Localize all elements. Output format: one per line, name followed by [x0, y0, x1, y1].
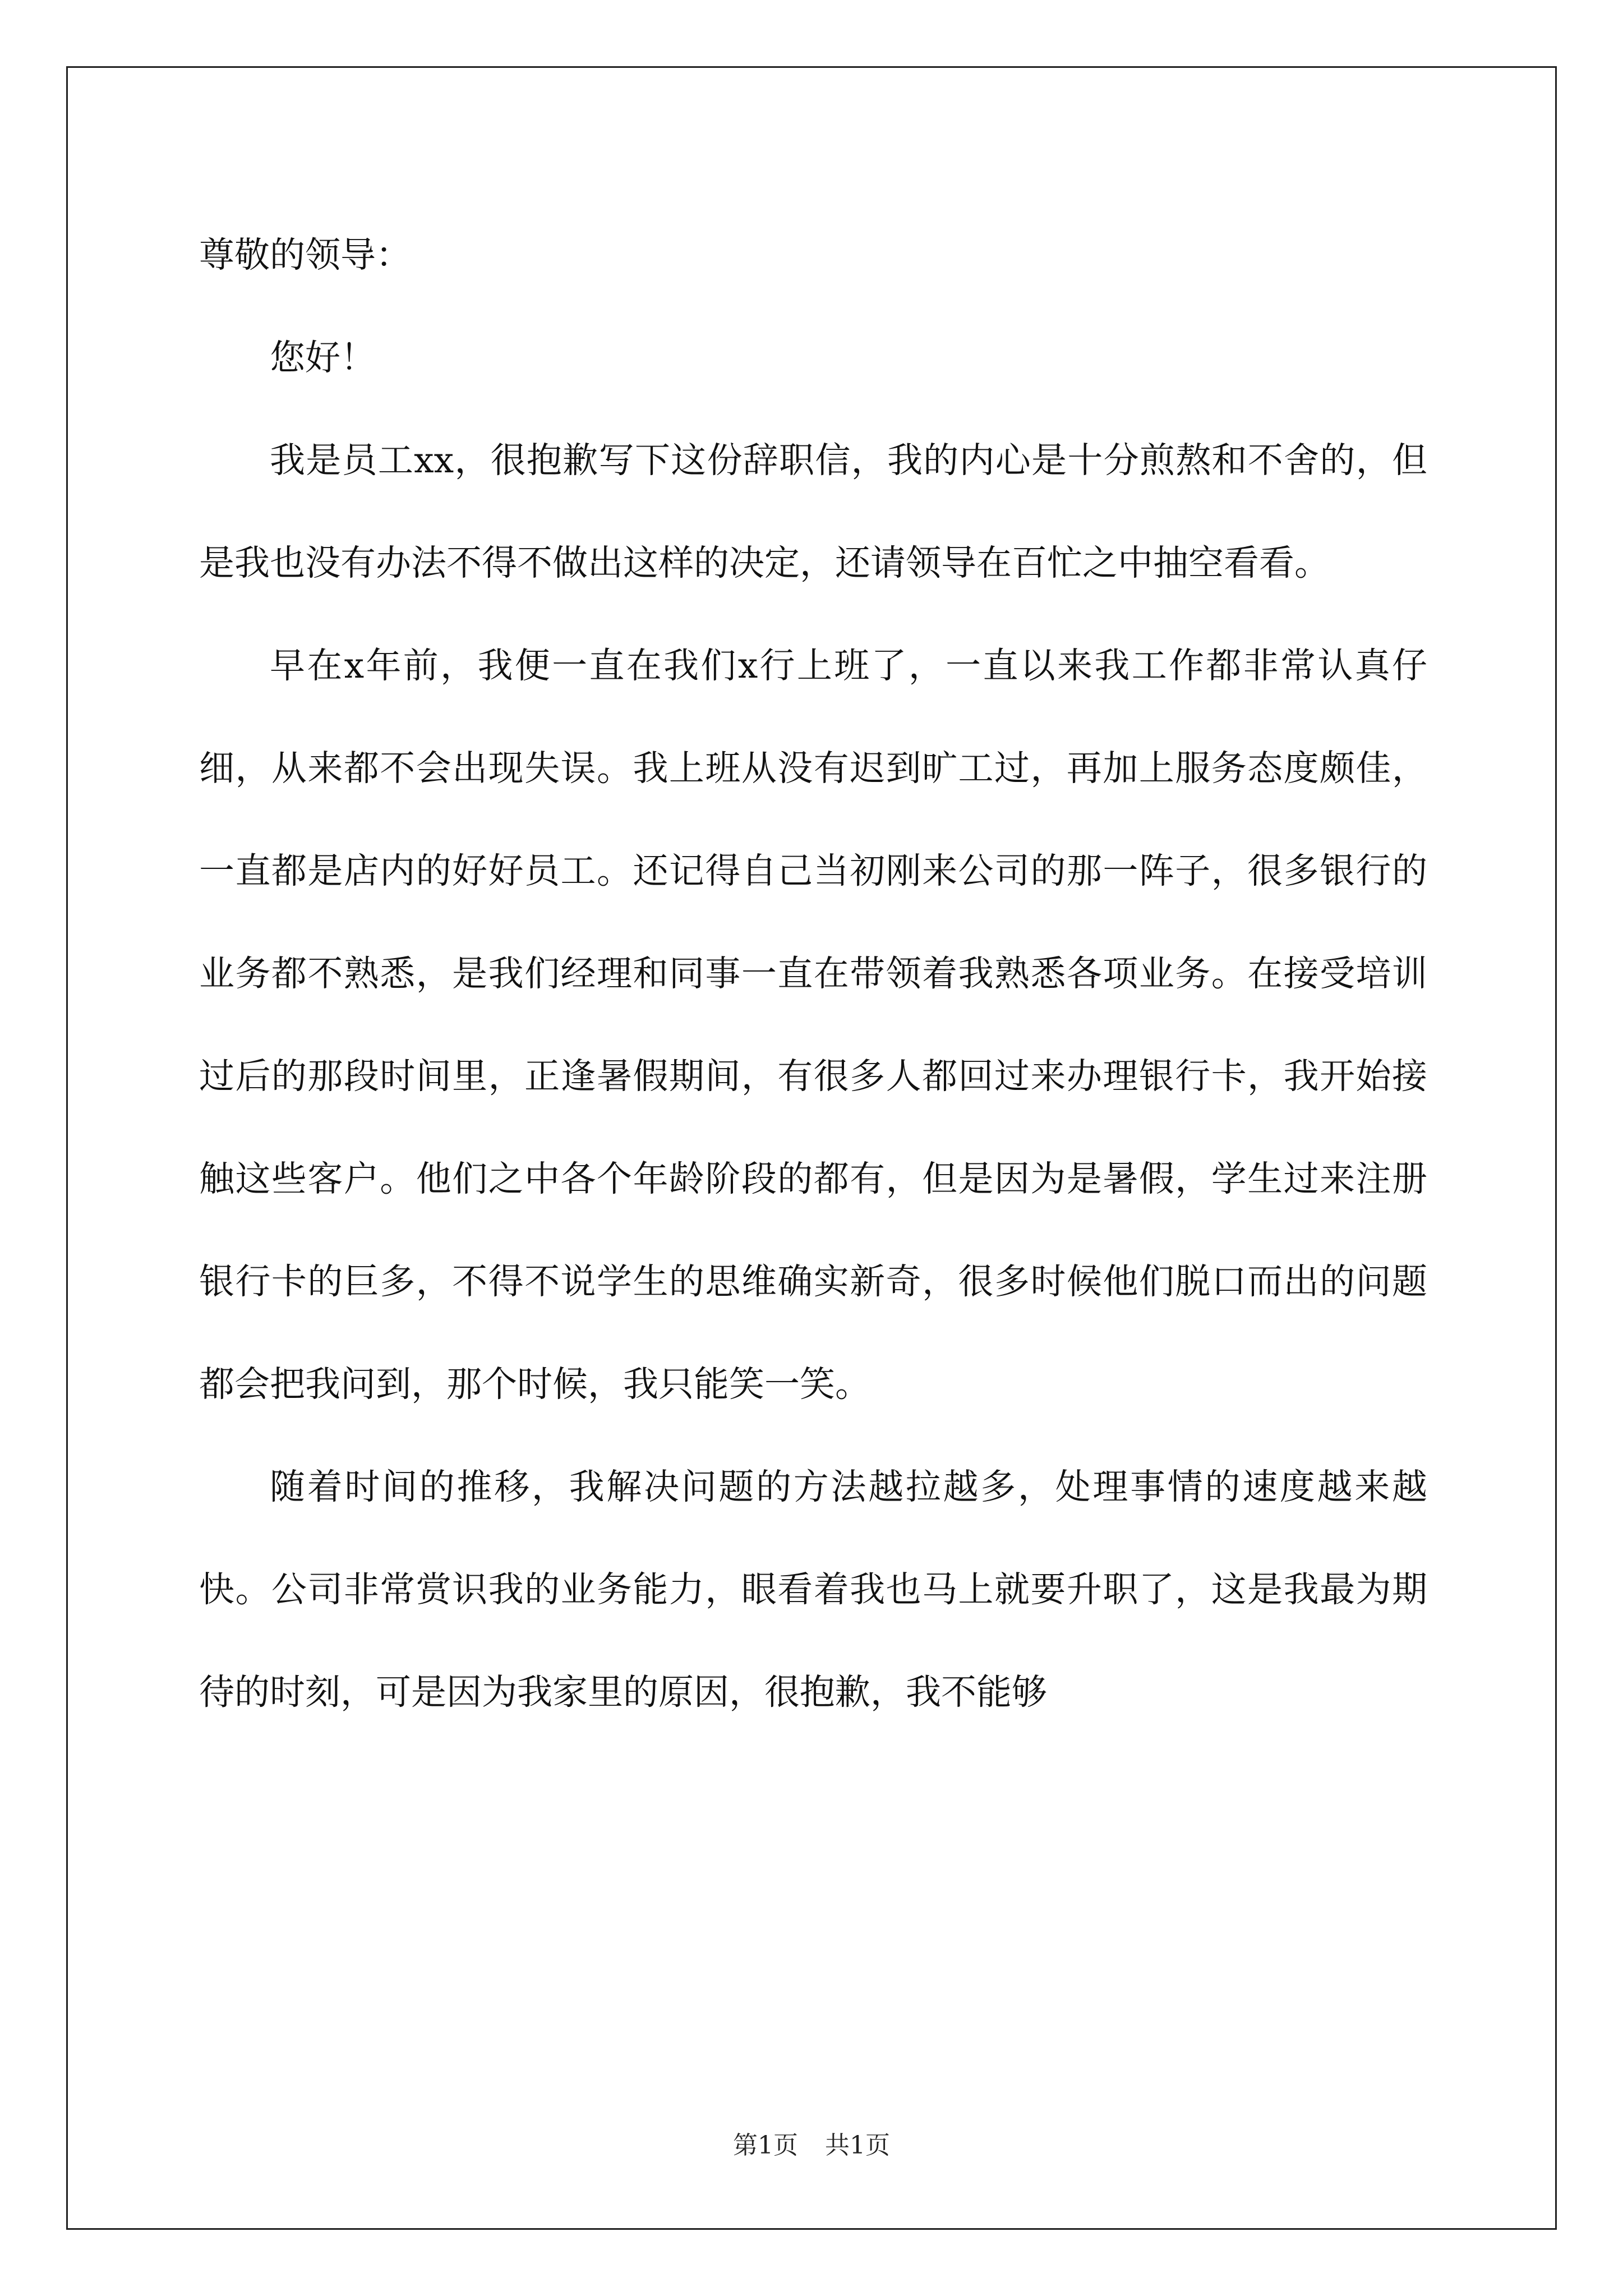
- salutation: 尊敬的领导：: [199, 234, 411, 275]
- body-paragraph: 随着时间的推移，我解决问题的方法越拉越多，处理事情的速度越来越快。公司非常赏识我的业务能力，眼看着我也马上就要升职了，这是我最为期待的时刻，可是因为我家里的原因，很抱歉，我不能够: [199, 1466, 1427, 1713]
- greeting: 您好！: [270, 337, 376, 378]
- letter-body: [199, 204, 1427, 1743]
- body-paragraph: 我是员工xx，很抱歉写下这份辞职信，我的内心是十分煎熬和不舍的，但是我也没有办法不得不做出这样的决定，还请领导在百忙之中抽空看看。: [199, 440, 1427, 583]
- page-number: 第1页: [733, 2131, 798, 2160]
- page-total: 共1页: [825, 2131, 890, 2160]
- page-footer: [0, 2125, 1623, 2161]
- body-paragraph: 早在x年前，我便一直在我们x行上班了，一直以来我工作都非常认真仔细，从来都不会出现失误。我上班从没有迟到旷工过，再加上服务态度颇佳，一直都是店内的好好员工。还记得自己当初刚来公司的那一阵子，很多银行的业务都不熟悉，是我们经理和同事一直在带领着我熟悉各项业务。在接受培训过后的那段时间里，正逢暑假期间，有很多人都回过来办理银行卡，我开始接触这些客户。他们之中各个年龄阶段的都有，但是因为是暑假，学生过来注册银行卡的巨多，不得不说学生的思维确实新奇，很多时候他们脱口而出的问题都会把我问到，那个时候，我只能笑一笑。: [199, 645, 1427, 1405]
